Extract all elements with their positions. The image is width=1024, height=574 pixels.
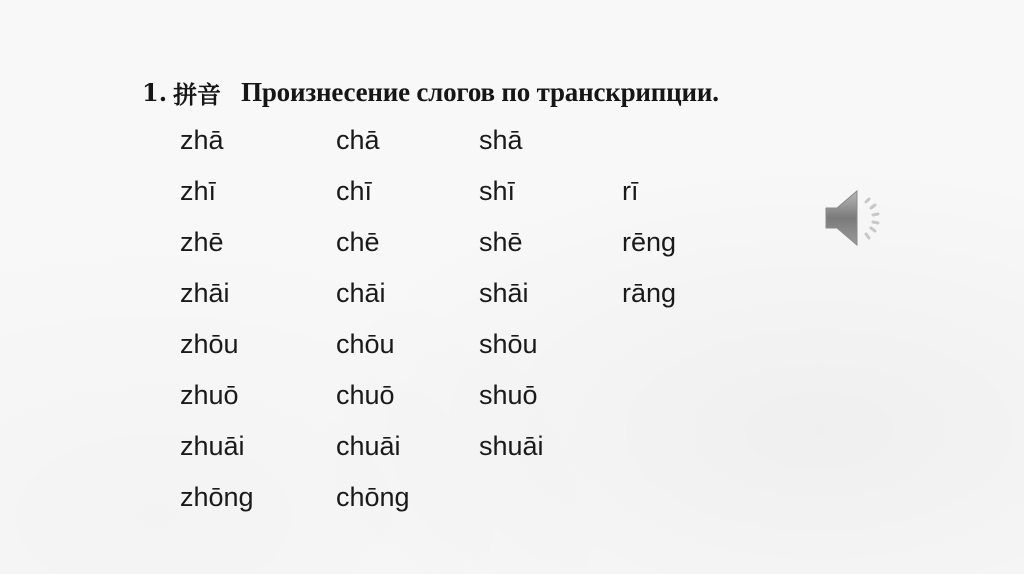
syllable-ch-6: chuō xyxy=(336,380,395,410)
syllable-zh-5: zhōu xyxy=(180,329,239,359)
syllable-sh-5: shōu xyxy=(479,329,538,359)
syllable-zh-4: zhāi xyxy=(180,278,230,308)
exercise-russian-title: Произнесение слогов по транскрипции. xyxy=(241,76,719,107)
audio-play-button[interactable] xyxy=(822,183,896,253)
syllable-sh-4: shāi xyxy=(479,278,529,308)
syllable-r-1: rī xyxy=(622,176,639,206)
speaker-icon xyxy=(822,183,896,253)
syllable-ch-1: chā xyxy=(336,125,380,155)
syllable-zh-3: zhē xyxy=(180,227,224,257)
syllable-sh-7: shuāi xyxy=(479,431,544,461)
syllable-zh-7: zhuāi xyxy=(180,431,245,461)
exercise-chinese-title: 拼音 xyxy=(173,79,222,109)
syllable-zh-2: zhī xyxy=(180,176,217,206)
syllable-zh-1: zhā xyxy=(180,125,224,155)
exercise-number: 1. xyxy=(142,77,168,107)
syllable-ch-3: chē xyxy=(336,227,380,257)
syllable-ch-2: chī xyxy=(336,176,373,206)
syllable-sh-3: shē xyxy=(479,227,523,257)
syllable-sh-1: shā xyxy=(479,125,523,155)
syllable-r-3: rāng xyxy=(622,278,677,308)
syllable-ch-5: chōu xyxy=(336,329,395,359)
syllable-sh-2: shī xyxy=(479,176,516,206)
syllable-r-2: rēng xyxy=(622,227,677,257)
syllable-sh-6: shuō xyxy=(479,380,538,410)
syllable-ch-7: chuāi xyxy=(336,431,401,461)
syllable-zh-8: zhōng xyxy=(180,482,254,512)
syllable-zh-6: zhuō xyxy=(180,380,239,410)
syllable-ch-8: chōng xyxy=(336,482,410,512)
syllable-ch-4: chāi xyxy=(336,278,386,308)
exercise-heading xyxy=(142,72,719,112)
